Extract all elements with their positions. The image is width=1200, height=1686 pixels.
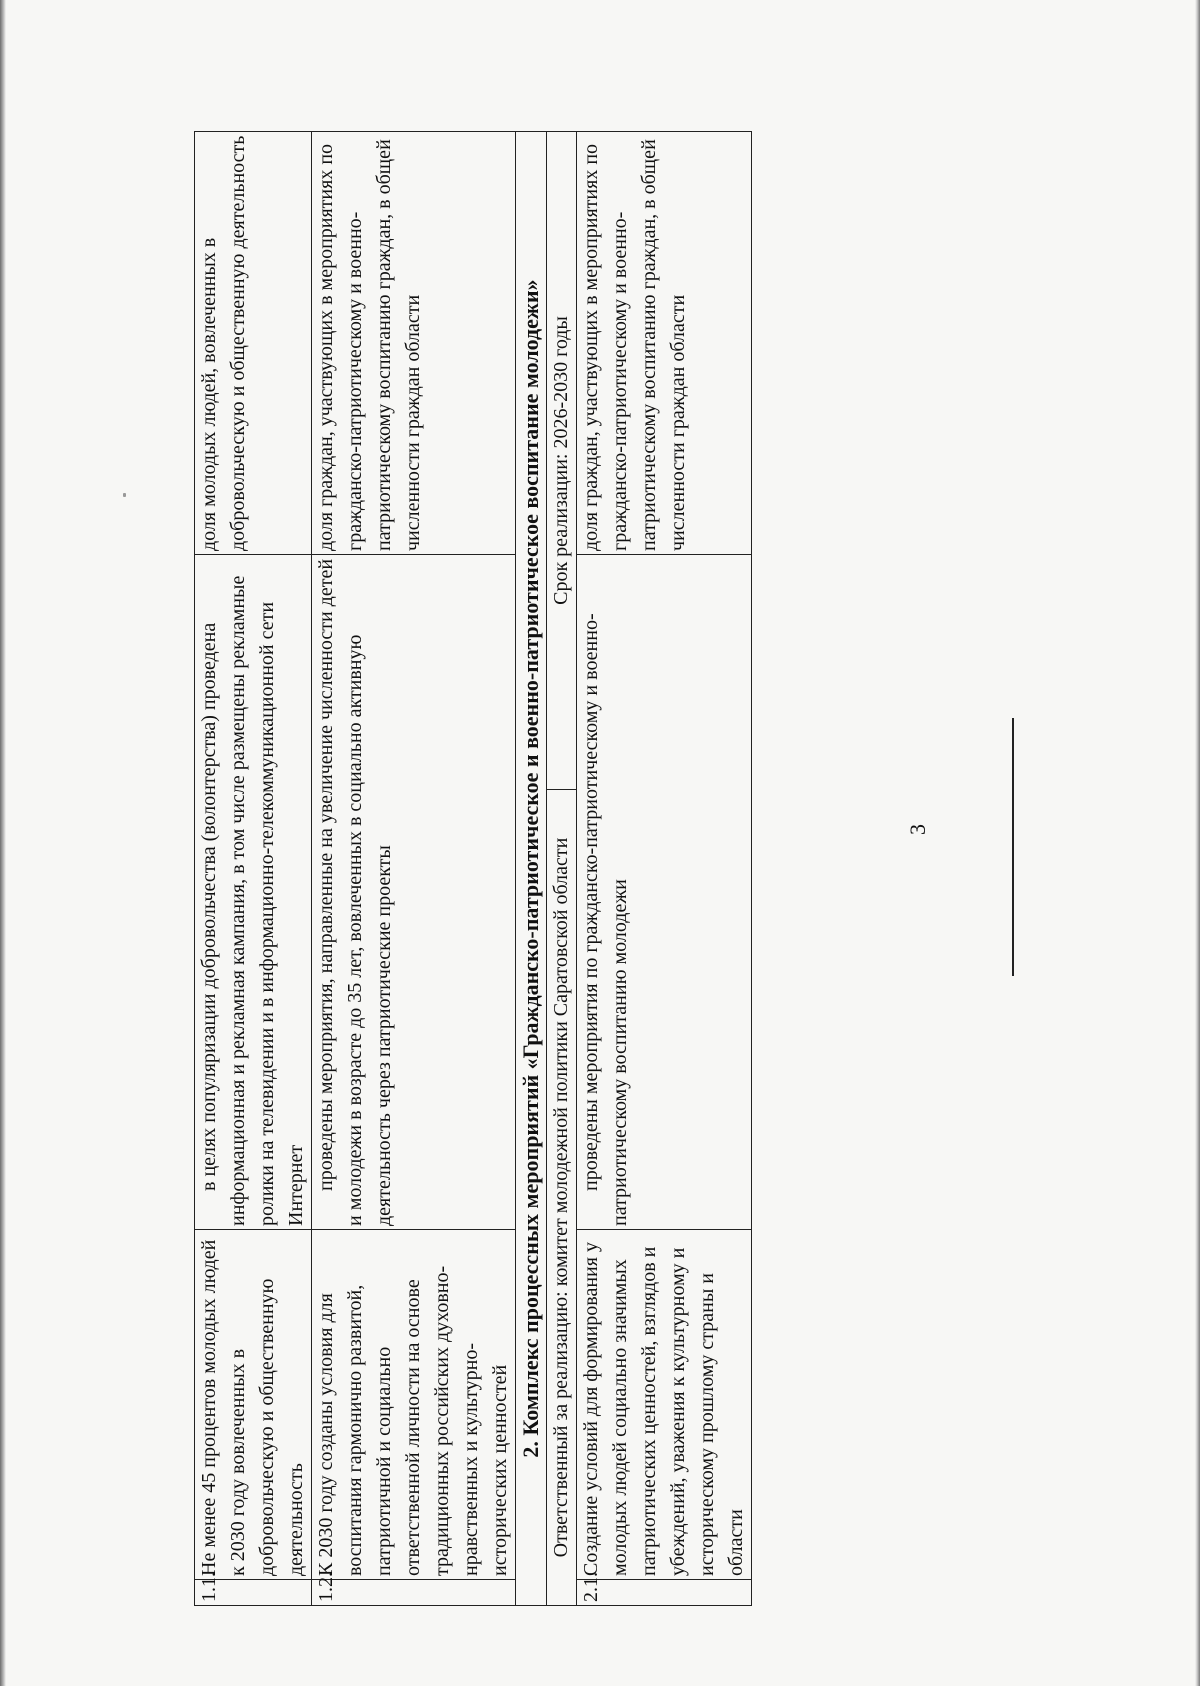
responsible-row xyxy=(547,132,577,1606)
task-cell: Не менее 45 процентов молодых людей к 2030 году вовлеченных в добровольческую и общественную деятельность xyxy=(195,1230,312,1580)
table-row xyxy=(312,132,516,1606)
row-number: 2.1. xyxy=(577,1580,752,1606)
period-cell: Срок реализации: 2026-2030 годы xyxy=(547,132,577,790)
indicator-cell: доля молодых людей, вовлеченных в добровольческую и общественную деятельность xyxy=(195,132,312,555)
indicator-cell: доля граждан, участвующих в мероприятиях по гражданско-патриотическому и военно-патриотическому воспитанию граждан, в общей численности граждан области xyxy=(312,132,516,555)
scan-edge-right xyxy=(1195,0,1200,1686)
task-cell: Создание условий для формирования у молодых людей социально значимых патриотических ценностей, взглядов и убеждений, уважения к культурному и историческому прошлому страны и области xyxy=(577,1230,752,1580)
section-title-row xyxy=(516,132,547,1606)
scan-speck xyxy=(123,493,126,497)
measures-cell: проведены мероприятия по гражданско-патриотическому и военно-патриотическому воспитанию молодежи xyxy=(577,555,752,1230)
row-number: 1.2. xyxy=(312,1580,516,1606)
indicator-cell: доля граждан, участвующих в мероприятиях по гражданско-патриотическому и военно-патриотическому воспитанию граждан, в общей численности граждан области xyxy=(577,132,752,555)
end-separator-line xyxy=(1012,718,1014,976)
rotated-table-container xyxy=(194,132,860,1606)
table-row xyxy=(195,132,312,1606)
section-title: 2. Комплекс процессных мероприятий «Гражданско-патриотическое и военно-патриотическое воспитание молодежи» xyxy=(516,132,547,1606)
table-row xyxy=(577,132,752,1606)
task-cell: К 2030 году созданы условия для воспитания гармонично развитой, патриотичной и социально ответственной личности на основе традиционных российских духовно-нравственных и культурно-исторических ценностей xyxy=(312,1230,516,1580)
measures-cell: в целях популяризации добровольчества (волонтерства) проведена информационная и рекламная кампания, в том числе размещены рекламные ролики на телевидении и в информационно-телекоммуникационной сети Интернет xyxy=(195,555,312,1230)
measures-cell: проведены мероприятия, направленные на увеличение численности детей и молодежи в возрасте до 35 лет, вовлеченных в социально активную деятельность через патриотические проекты xyxy=(312,555,516,1230)
plan-table xyxy=(194,131,752,1606)
row-number: 1.1. xyxy=(195,1580,312,1606)
responsible-cell: Ответственный за реализацию: комитет молодежной политики Саратовской области xyxy=(547,790,577,1606)
page-number: 3 xyxy=(905,824,930,835)
scan-edge-left xyxy=(0,0,6,1686)
